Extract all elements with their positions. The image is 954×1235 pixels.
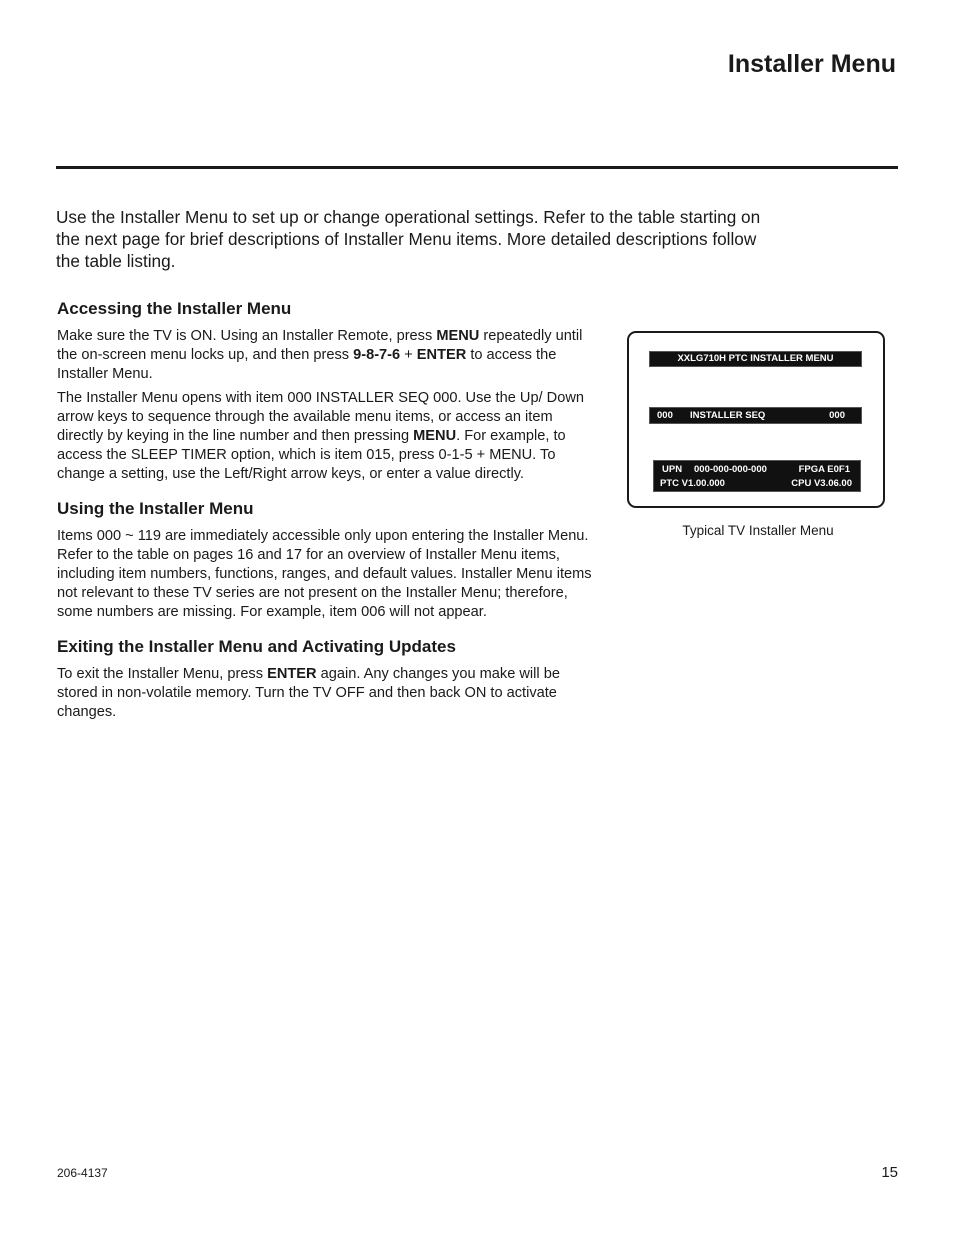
heading-accessing: Accessing the Installer Menu [57, 299, 292, 318]
key-enter: ENTER [267, 666, 317, 683]
tv-menu-item-value: 000 [829, 410, 845, 421]
using-paragraph: Items 000 ~ 119 are immediately accessible only upon entering the Installer Menu. Refer to the table on pages 16 and 17 for an overview of Installer Menu items, including item numbers, functions, ranges, and default values. Installer Menu items not relevant to these TV series are not present on the Installer Menu; therefore, some numbers are missing. For example, item 006 will not appear. [57, 528, 592, 620]
text-segment: repeatedly until the on-screen menu locks up, and then press [57, 328, 583, 363]
accessing-paragraph-1 [57, 327, 597, 383]
intro-paragraph: Use the Installer Menu to set up or change operational settings. Refer to the table starting on the next page for brief descriptions of Installer Menu items. More detailed descriptions follow the table listing. [56, 207, 761, 271]
tv-upn-label: UPN [662, 464, 683, 475]
title-divider [56, 166, 898, 169]
document-number: 206-4137 [57, 1166, 108, 1180]
tv-upn-value: 000-000-000-000 [694, 464, 767, 475]
section-exiting [57, 636, 597, 721]
figure-caption: Typical TV Installer Menu [682, 523, 834, 538]
page-title: Installer Menu [727, 50, 896, 78]
tv-ptc-version: PTC V1.00.000 [660, 478, 725, 489]
tv-menu-item-number: 000 [657, 410, 673, 421]
tv-cpu-version: CPU V3.06.00 [791, 478, 852, 489]
tv-screen-illustration [627, 331, 885, 508]
key-enter: ENTER [416, 346, 467, 363]
key-menu: MENU [413, 427, 457, 444]
tv-menu-title-bar: XXLG710H PTC INSTALLER MENU [649, 351, 862, 367]
key-sequence: 9-8-7-6 [353, 346, 401, 363]
heading-using: Using the Installer Menu [57, 499, 254, 519]
exiting-paragraph [57, 665, 597, 721]
accessing-paragraph-2 [57, 389, 597, 483]
section-accessing [57, 298, 597, 483]
text-segment: again. Any changes you make will be stored in non-volatile memory. Turn the TV OFF and then back ON to activate changes. [57, 666, 560, 720]
section-using [57, 498, 597, 621]
tv-menu-item-bar [649, 407, 862, 424]
text-segment: The Installer Menu opens with item 000 INSTALLER SEQ 000. Use the Up/ Down arrow keys to sequence through the available menu items, or access an item directly by keying in the line number and then pressing [57, 390, 584, 444]
text-segment: + [400, 346, 417, 363]
heading-exiting: Exiting the Installer Menu and Activating Updates [57, 637, 456, 657]
main-column [57, 298, 597, 737]
page-number: 15 [881, 1164, 898, 1181]
text-segment: To exit the Installer Menu, press [57, 666, 268, 683]
tv-menu-item-label: INSTALLER SEQ [690, 410, 766, 421]
text-segment: Make sure the TV is ON. Using an Installer Remote, press [57, 328, 437, 344]
text-segment: . For example, to access the SLEEP TIMER option, which is item 015, press 0-1-5 + MENU. To change a setting, use the Left/Right arrow keys, or enter a value directly. [57, 427, 566, 482]
text-segment: to access the Installer Menu. [57, 346, 557, 382]
tv-menu-info-bar [653, 460, 861, 492]
key-menu: MENU [436, 328, 480, 344]
tv-fpga-version: FPGA E0F1 [798, 464, 850, 475]
